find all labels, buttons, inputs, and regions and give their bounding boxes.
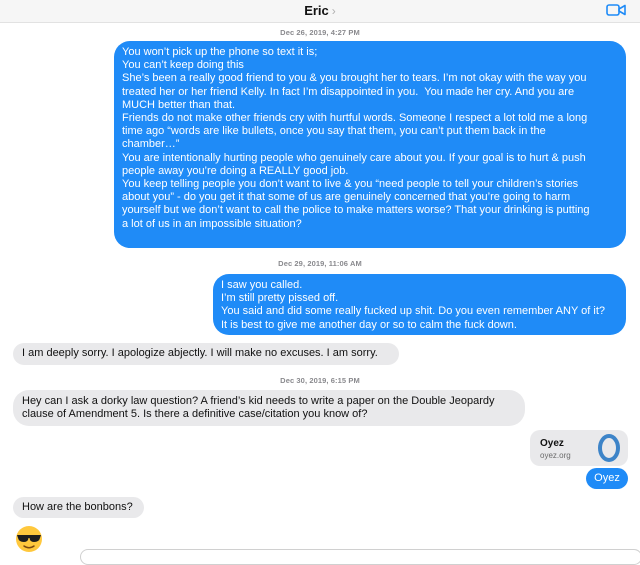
message-line: You won’t pick up the phone so text it is; [122, 46, 318, 58]
message-line: about you” - do you get it that some of us are genuinely concerned that you’re going to harm [122, 191, 571, 204]
message-line: time ago “words are like bullets, once you say that them, you can’t put them back in the [122, 125, 546, 138]
message-line: I’m still pretty pissed off. [221, 292, 339, 305]
link-preview-card[interactable] [530, 430, 628, 466]
video-camera-icon[interactable] [606, 3, 626, 17]
message-line: a lot of us in an impossible situation? [122, 217, 302, 230]
message-bubble-incoming[interactable] [13, 390, 525, 426]
oyez-logo-icon [596, 433, 622, 463]
message-bubble-incoming[interactable] [13, 497, 144, 518]
chevron-right-icon: › [331, 4, 336, 18]
timestamp: Dec 26, 2019, 4:27 PM [280, 28, 360, 37]
message-bubble-outgoing[interactable] [586, 468, 628, 489]
message-line: yourself but we don’t want to call the police to make matters worse? That your drinking is putting [122, 204, 590, 217]
message-line: treated her or her friend Kelly. In fact I’m disappointed in you. You made her cry. And you are [122, 85, 575, 98]
timestamp: Dec 29, 2019, 11:06 AM [278, 259, 362, 268]
message-bubble-outgoing[interactable] [114, 41, 626, 248]
message-line: chamber…” [122, 138, 180, 151]
message-line: You are intentionally hurting people who genuinely care about you. If your goal is to hurt & push [122, 151, 586, 164]
link-preview-domain: oyez.org [540, 451, 571, 460]
message-text: Oyez [594, 472, 620, 484]
message-line: I saw you called. [221, 279, 303, 291]
link-preview-title: Oyez [540, 438, 564, 449]
conversation-header [0, 0, 640, 23]
message-bubble-outgoing[interactable] [213, 274, 626, 335]
message-line: MUCH better than that. [122, 98, 236, 111]
message-text: How are the bonbons? [22, 501, 133, 513]
message-line: She’s been a really good friend to you & you brought her to tears. I’m not okay with the way you [122, 72, 587, 85]
message-line: clause of Amendment 5. Is there a definitive case/citation you know of? [22, 408, 368, 421]
message-line: You said and did some really fucked up shit. Do you even remember ANY of it? [221, 305, 605, 318]
message-bubble-incoming[interactable] [13, 343, 399, 365]
message-line: people away you’re doing a REALLY good job. [122, 164, 349, 177]
message-line: It is best to give me another day or so to calm the fuck down. [221, 318, 517, 331]
message-line: You keep telling people you don’t want to live & you “need people to tell your children’s stories [122, 178, 579, 191]
message-input[interactable] [80, 549, 640, 565]
message-text: I am deeply sorry. I apologize abjectly. I will make no excuses. I am sorry. [22, 347, 378, 359]
sunglasses-emoji-icon[interactable] [14, 524, 44, 554]
timestamp: Dec 30, 2019, 6:15 PM [280, 376, 360, 385]
contact-name: Eric [304, 3, 329, 18]
message-line: You can’t keep doing this [122, 59, 244, 72]
message-line: Friends do not make other friends cry with hurtful words. Someone I respect a lot told me a long [122, 112, 588, 125]
contact-name-button[interactable] [0, 3, 640, 18]
message-line: Hey can I ask a dorky law question? A friend’s kid needs to write a paper on the Double Jeopardy [22, 395, 495, 407]
